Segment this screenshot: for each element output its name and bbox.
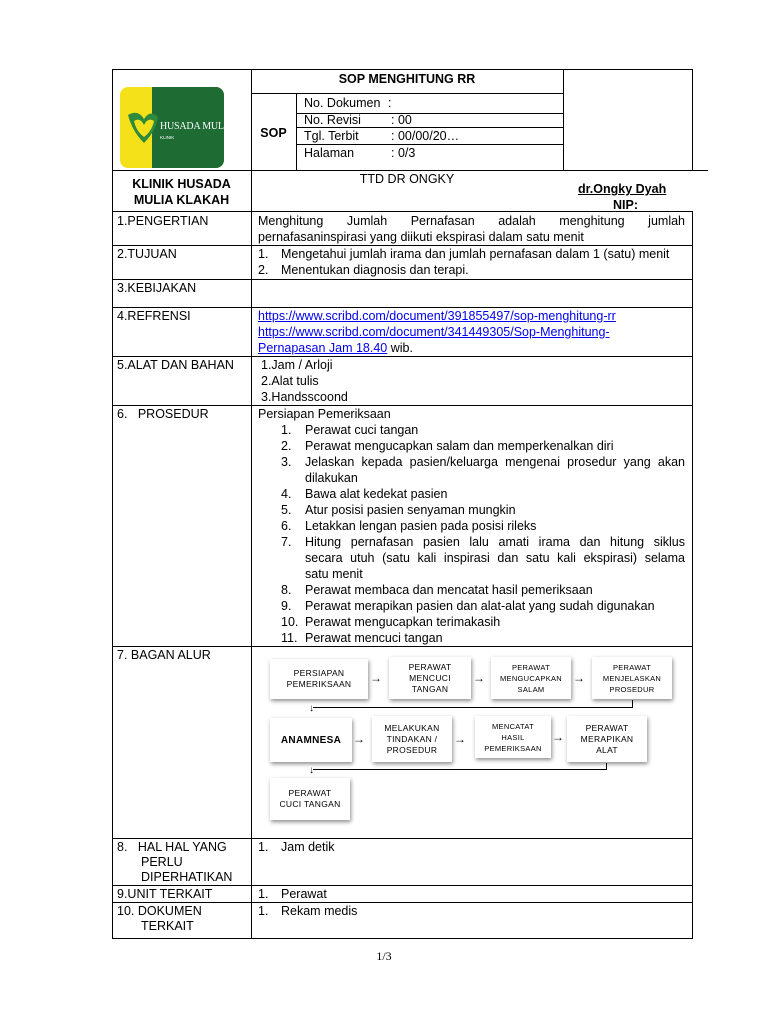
page-number: 1/3 [376,949,392,963]
dokumen-label-1: 10. DOKUMEN [117,904,202,918]
arrow-down-icon: ↓ [309,765,314,776]
step-text: Perawat mengucapkan terimakasih [305,615,501,629]
step-num: 4. [281,487,292,501]
logo-text: HUSADA MULIA [160,121,234,132]
reference-link-2[interactable]: https://www.scribd.com/document/341449305/Sop-Menghitung- [258,325,610,339]
unit-text: Perawat [281,887,327,901]
issue-date-label: Tgl. Terbit [304,129,359,143]
sop-label: SOP [260,126,287,140]
flow-box-merapikan [567,716,647,762]
tujuan-item-1: Mengetahui jumlah irama dan jumlah pernafasan dalam 1 (satu) menit [281,247,670,261]
flow-box-jelaskan [592,657,672,699]
hal-label-1: 8. HAL HAL YANG [117,840,227,854]
pengertian-line1: Menghitung Jumlah Pernafasan adalah menghitung jumlah [258,214,685,228]
tujuan-item-2: Menentukan diagnosis dan terapi. [281,263,469,277]
alat-label: 5.ALAT DAN BAHAN [117,358,234,372]
flow-text: PERAWAT [511,662,551,672]
step-text: dilakukan [305,471,358,485]
flow-text: MERAPIKAN [580,733,634,744]
flow-text: SALAM [517,684,545,694]
step-num: 9. [281,599,292,613]
arrow-right-icon: → [454,732,466,746]
step-text: satu menit [305,567,363,581]
step-text: Bawa alat kedekat pasien [305,487,448,501]
step-text: Perawat membaca dan mencatat hasil pemeriksaan [305,583,593,597]
step-text: Perawat cuci tangan [305,423,419,437]
unit-label: 9.UNIT TERKAIT [117,887,213,901]
step-num: 8. [281,583,292,597]
tujuan-num-1: 1. [258,247,269,261]
flow-box-cuci-tangan [389,657,471,699]
page-title: SOP MENGHITUNG RR [338,72,476,86]
step-num: 5. [281,503,292,517]
flow-text: TANGAN [411,683,449,694]
flow-text: PERSIAPAN [293,668,345,678]
alat-item-1: 1.Jam / Arloji [261,358,333,372]
flow-box-cuci-tangan-akhir [270,778,350,820]
hal-label-3: DIPERHATIKAN [141,870,233,884]
page-value: : 0/3 [391,146,416,160]
flow-text: MENJELASKAN [602,673,662,683]
flow-text: PERAWAT [288,788,332,798]
logo-subtext: KLINIK [160,135,175,140]
step-text: Perawat merapikan pasien dan alat-alat yang sudah digunakan [305,599,655,613]
connector-line [313,707,633,708]
revision-value: : 00 [391,113,412,127]
revision-label: No. Revisi [304,113,361,127]
hal-num: 1. [258,840,269,854]
step-num: 1. [281,423,292,437]
arrow-down-icon: ↓ [309,703,314,714]
flow-text: MENCUCI [409,672,451,683]
step-text: Hitung pernafasan pasien lalu amati irama dan hitung siklus [305,535,685,549]
reference-line-3 [258,340,413,356]
reference-suffix: wib. [387,341,413,355]
signer-nip: NIP: [613,198,638,212]
clinic-logo [120,87,234,168]
step-num: 11. [281,631,298,645]
flow-box-tindakan [372,716,452,762]
dokumen-text: Rekam medis [281,904,358,918]
flow-text: PROSEDUR [609,684,655,694]
doc-number-value: : [388,96,392,110]
flow-text: PEMERIKSAAN [484,743,542,753]
referensi-label: 4.REFRENSI [117,309,191,323]
issue-date-value: : 00/00/20… [391,129,460,143]
flow-text: PERAWAT [585,722,629,733]
clinic-name-line1: KLINIK HUSADA [132,177,231,191]
step-num: 2. [281,439,292,453]
kebijakan-label: 3.KEBIJAKAN [117,281,197,295]
step-num: 7. [281,535,292,549]
doc-number-label: No. Dokumen [304,96,381,110]
hal-label-2: PERLU [141,855,183,869]
dokumen-label-2: TERKAIT [141,919,194,933]
flow-text: PROSEDUR [386,744,438,755]
step-num: 6. [281,519,292,533]
step-num: 3. [281,455,292,469]
connector-line [313,769,607,770]
clinic-name-line2: MULIA KLAKAH [133,193,230,207]
tujuan-label: 2.TUJUAN [117,247,177,261]
prosedur-label: 6. PROSEDUR [117,407,209,421]
alat-item-3: 3.Handsscoond [261,390,348,404]
signer-name: dr.Ongky Dyah [578,182,667,196]
pengertian-line2: pernafasaninspirasi yang diikuti ekspirasi dalam satu menit [258,230,584,244]
tujuan-num-2: 2. [258,263,269,277]
arrow-right-icon: → [573,671,585,685]
step-text: Perawat mencuci tangan [305,631,443,645]
flow-box-anamnesa [270,718,352,762]
flow-box-mencatat [475,716,551,758]
dokumen-num: 1. [258,904,269,918]
arrow-right-icon: → [370,671,382,685]
flow-text: CUCI TANGAN [279,799,341,809]
flow-text: PERAWAT [408,661,452,672]
hal-text: Jam detik [281,840,335,854]
arrow-right-icon: → [473,671,485,685]
flow-box-persiapan [270,659,368,699]
prosedur-intro: Persiapan Pemeriksaan [258,407,391,421]
connector-line [632,700,633,707]
flow-text: ANAMNESA [280,734,342,746]
unit-num: 1. [258,887,269,901]
flow-text: MENCATAT [492,721,534,731]
pengertian-label: 1.PENGERTIAN [117,214,209,228]
reference-link-2-cont[interactable]: Pernapasan Jam 18.40 [258,341,388,355]
flow-text: TINDAKAN / [386,733,438,744]
signature-text: TTD DR ONGKY [359,172,455,186]
reference-link-1[interactable]: https://www.scribd.com/document/391855497/sop-menghitung-rr [258,309,616,323]
flow-text: HASIL [501,732,525,742]
step-text: Atur posisi pasien senyaman mungkin [305,503,516,517]
flow-text: MENGUCAPKAN [499,673,563,683]
flow-text: MELAKUKAN [384,722,440,733]
arrow-right-icon: → [552,730,564,744]
step-num: 10. [281,615,299,629]
bagan-label: 7. BAGAN ALUR [117,648,211,662]
alat-item-2: 2.Alat tulis [261,374,319,388]
arrow-right-icon: → [353,732,365,746]
flow-text: PEMERIKSAAN [286,679,352,689]
flow-text: PERAWAT [612,662,652,672]
flow-box-salam [491,657,571,699]
step-text: Jelaskan kepada pasien/keluarga mengenai prosedur yang akan [305,455,685,469]
step-text: secara utuh (satu kali inspirasi dan satu kali ekspirasi) selama [305,551,685,565]
step-text: Letakkan lengan pasien pada posisi rileks [305,519,537,533]
flow-text: ALAT [596,744,618,755]
step-text: Perawat mengucapkan salam dan memperkenalkan diri [305,439,614,453]
page-label: Halaman [304,146,355,160]
